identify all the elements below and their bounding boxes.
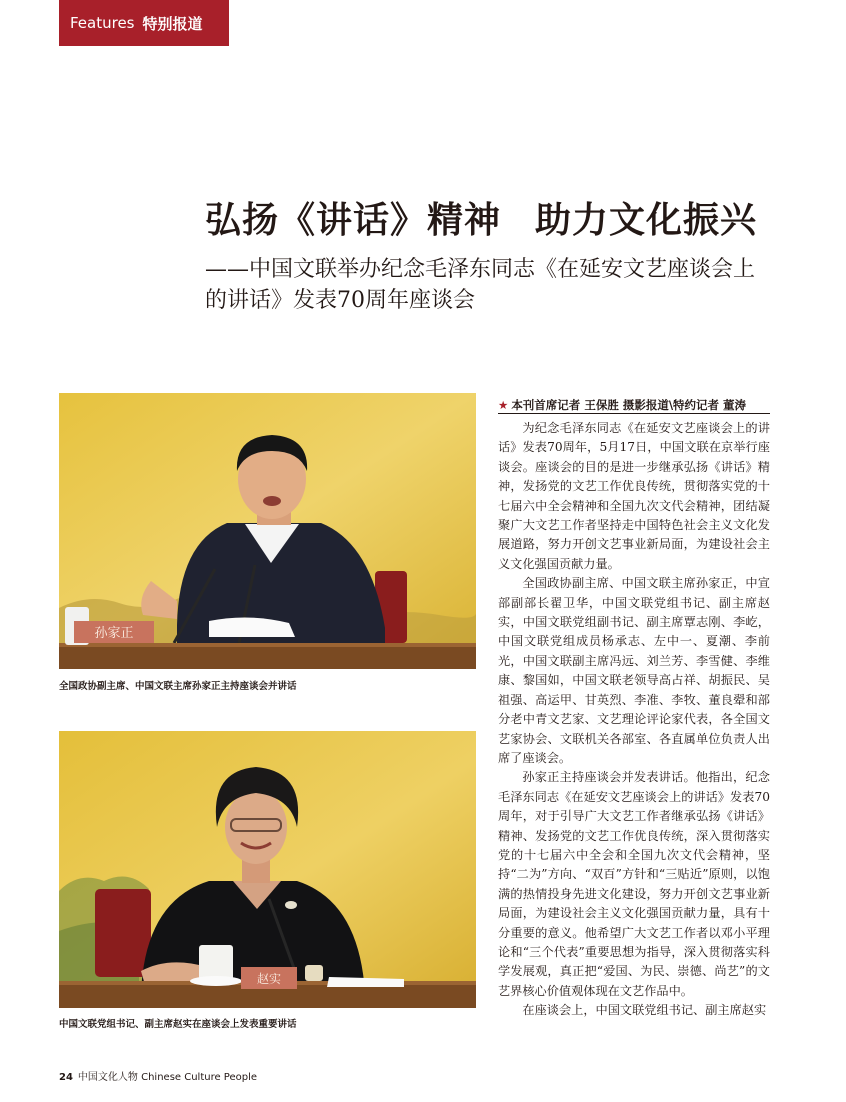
section-label-en: Features <box>70 14 135 32</box>
body-paragraph-3: 孙家正主持座谈会并发表讲话。他指出，纪念毛泽东同志《在延安文艺座谈会上的讲话》发表70周年，对于引导广大文艺工作者继承弘扬《讲话》精神、发扬党的文艺工作优良传统，深入贯彻落实党的十七届六中全会和全国九次文代会精神，坚持“二为”方向、“双百”方针和“三贴近”原则，以饱满的热情投身先进文化建设，努力开创文艺事业新局面，为建设社会主义文化强国贡献力量，具有十分重要的意义。他希望广大文艺工作者以邓小平理论和“三个代表”重要思想为指导，深入贯彻落实科学发展观，真正把“爱国、为民、崇德、尚艺”的文艺界核心价值观体现在文艺作品中。 <box>498 770 770 998</box>
article-headline <box>205 192 805 243</box>
photo-speaker-2 <box>59 731 476 1008</box>
headline-part-1: 弘扬《讲话》精神 <box>205 199 502 241</box>
byline <box>498 397 770 413</box>
byline-text: 本刊首席记者 王保胜 摄影报道\特约记者 董涛 <box>511 398 747 412</box>
star-icon: ★ <box>498 398 509 412</box>
byline-divider <box>498 413 770 414</box>
photo-speaker-1 <box>59 393 476 669</box>
photo-caption-1: 全国政协副主席、中国文联主席孙家正主持座谈会并讲话 <box>59 681 297 692</box>
nameplate-2: 赵实 <box>256 972 282 986</box>
headline-part-2: 助力文化振兴 <box>535 199 758 241</box>
magazine-name: 中国文化人物 Chinese Culture People <box>77 1072 258 1083</box>
body-paragraph-1: 为纪念毛泽东同志《在延安文艺座谈会上的讲话》发表70周年，5月17日，中国文联在京举行座谈会。座谈会的目的是进一步继承弘扬《讲话》精神，发扬党的文艺工作优良传统，贯彻落实党的十七届六中全会精神和全国九次文代会精神，团结凝聚广大文艺工作者坚持走中国特色社会主义文化发展道路，努力开创文艺事业新局面，为建设社会主义文化强国贡献力量。 <box>498 421 770 571</box>
body-paragraph-2: 全国政协副主席、中国文联主席孙家正，中宣部副部长翟卫华，中国文联党组书记、副主席赵实，中国文联党组副书记、副主席覃志刚、李屹，中国文联党组成员杨承志、左中一、夏潮、李前光，中国文联副主席冯远、刘兰芳、李雪健、李维康、黎国如，中国文联老领导高占祥、胡振民、吴祖强、高运甲、甘英烈、李准、李牧、董良翚和部分老中青文艺家、文艺理论评论家代表，各全国文艺家协会、文联机关各部室、各直属单位负责人出席了座谈会。 <box>498 576 770 765</box>
nameplate-1: 孙家正 <box>94 626 134 641</box>
section-tab <box>59 0 229 46</box>
page-footer <box>59 1068 257 1083</box>
body-paragraph-4: 在座谈会上，中国文联党组书记、副主席赵实 <box>522 1003 767 1018</box>
article-subhead: ——中国文联举办纪念毛泽东同志《在延安文艺座谈会上的讲话》发表70周年座谈会 <box>205 257 756 313</box>
page-number: 24 <box>59 1072 73 1083</box>
section-label-zh: 特别报道 <box>142 14 203 33</box>
article-body <box>498 419 770 1021</box>
photo-caption-2: 中国文联党组书记、副主席赵实在座谈会上发表重要讲话 <box>59 1019 297 1030</box>
